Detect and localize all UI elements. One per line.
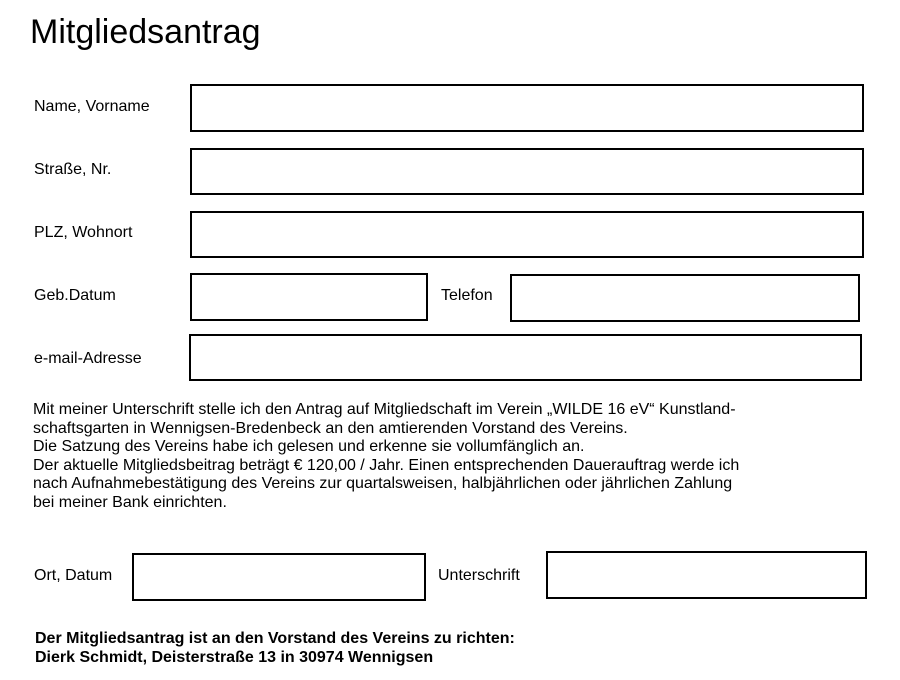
declaration-line: schaftsgarten in Wennigsen-Bredenbeck an den amtierenden Vorstand des Vereins.	[33, 419, 628, 437]
place-date-label: Ort, Datum	[34, 567, 113, 584]
footer-line-1: Der Mitgliedsantrag ist an den Vorstand des Vereins zu richten:	[35, 630, 515, 647]
declaration-text	[33, 401, 873, 512]
city-label: PLZ, Wohnort	[34, 224, 133, 241]
declaration-line: bei meiner Bank einrichten.	[33, 493, 227, 511]
signature-label: Unterschrift	[438, 567, 520, 584]
declaration-line: Die Satzung des Vereins habe ich gelesen und erkenne sie vollumfänglich an.	[33, 438, 585, 455]
signature-input[interactable]	[546, 551, 867, 599]
form-title: Mitgliedsantrag	[30, 13, 261, 51]
declaration-line: Mit meiner Unterschrift stelle ich den Antrag auf Mitgliedschaft im Verein „WILDE 16 eV“ Kunstland-	[33, 401, 736, 418]
declaration-line: nach Aufnahmebestätigung des Vereins zur quartalsweisen, halbjährlichen oder jährlichen Zahlung	[33, 475, 733, 492]
footer-text	[35, 629, 515, 667]
footer-line-2: Dierk Schmidt, Deisterstraße 13 in 30974 Wennigsen	[35, 649, 434, 666]
city-input[interactable]	[190, 211, 864, 258]
street-input[interactable]	[190, 148, 864, 195]
place-date-input[interactable]	[132, 553, 426, 601]
birthdate-label: Geb.Datum	[34, 287, 116, 304]
phone-label: Telefon	[441, 287, 493, 304]
email-input[interactable]	[189, 334, 862, 381]
name-input[interactable]	[190, 84, 864, 132]
name-label: Name, Vorname	[34, 98, 150, 115]
phone-input[interactable]	[510, 274, 860, 322]
email-label: e-mail-Adresse	[34, 350, 142, 367]
declaration-line: Der aktuelle Mitgliedsbeitrag beträgt € 120,00 / Jahr. Einen entsprechenden Dauerauftrag werde ich	[33, 456, 740, 474]
birthdate-input[interactable]	[190, 273, 428, 321]
street-label: Straße, Nr.	[34, 161, 112, 178]
